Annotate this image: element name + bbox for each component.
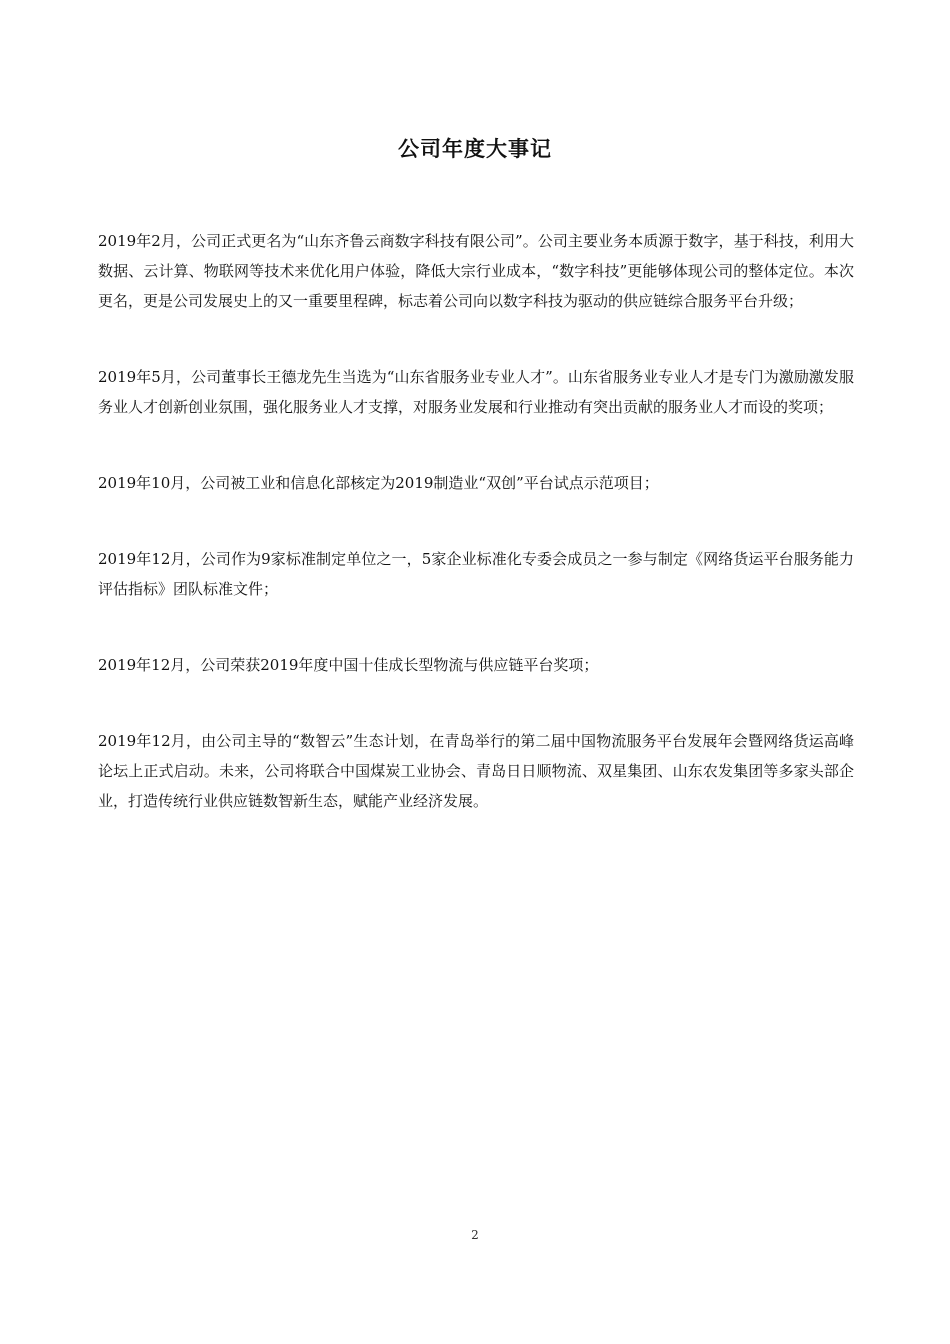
event-paragraph-2019-10: 2019年10月，公司被工业和信息化部核定为2019制造业“双创”平台试点示范项目； bbox=[98, 474, 659, 492]
paragraph-spacer bbox=[98, 604, 854, 650]
paragraph-spacer bbox=[98, 498, 854, 544]
document-body bbox=[98, 226, 854, 816]
event-paragraph-2019-12-award: 2019年12月，公司荣获2019年度中国十佳成长型物流与供应链平台奖项； bbox=[98, 656, 599, 674]
page-number: 2 bbox=[471, 1228, 479, 1242]
event-paragraph-2019-05: 2019年5月，公司董事长王德龙先生当选为“山东省服务业专业人才”。山东省服务业专业人才是专门为激励激发服务业人才创新创业氛围，强化服务业人才支撑，对服务业发展和行业推动有突出贡献的服务业人才而设的奖项； bbox=[98, 368, 854, 416]
paragraph-spacer bbox=[98, 680, 854, 726]
event-paragraph-2019-12-ecosystem: 2019年12月，由公司主导的“数智云”生态计划，在青岛举行的第二届中国物流服务平台发展年会暨网络货运高峰论坛上正式启动。未来，公司将联合中国煤炭工业协会、青岛日日顺物流、双星集团、山东农发集团等多家头部企业，打造传统行业供应链数智新生态，赋能产业经济发展。 bbox=[98, 732, 854, 810]
event-paragraph-2019-02: 2019年2月，公司正式更名为“山东齐鲁云商数字科技有限公司”。公司主要业务本质源于数字，基于科技，利用大数据、云计算、物联网等技术来优化用户体验，降低大宗行业成本，“数字科技”更能够体现公司的整体定位。本次更名，更是公司发展史上的又一重要里程碑，标志着公司向以数字科技为驱动的供应链综合服务平台升级； bbox=[98, 232, 854, 310]
paragraph-spacer bbox=[98, 316, 854, 362]
paragraph-spacer bbox=[98, 422, 854, 468]
event-paragraph-2019-12-standard: 2019年12月，公司作为9家标准制定单位之一，5家企业标准化专委会成员之一参与制定《网络货运平台服务能力评估指标》团队标准文件； bbox=[98, 550, 854, 598]
document-title: 公司年度大事记 bbox=[398, 137, 552, 161]
